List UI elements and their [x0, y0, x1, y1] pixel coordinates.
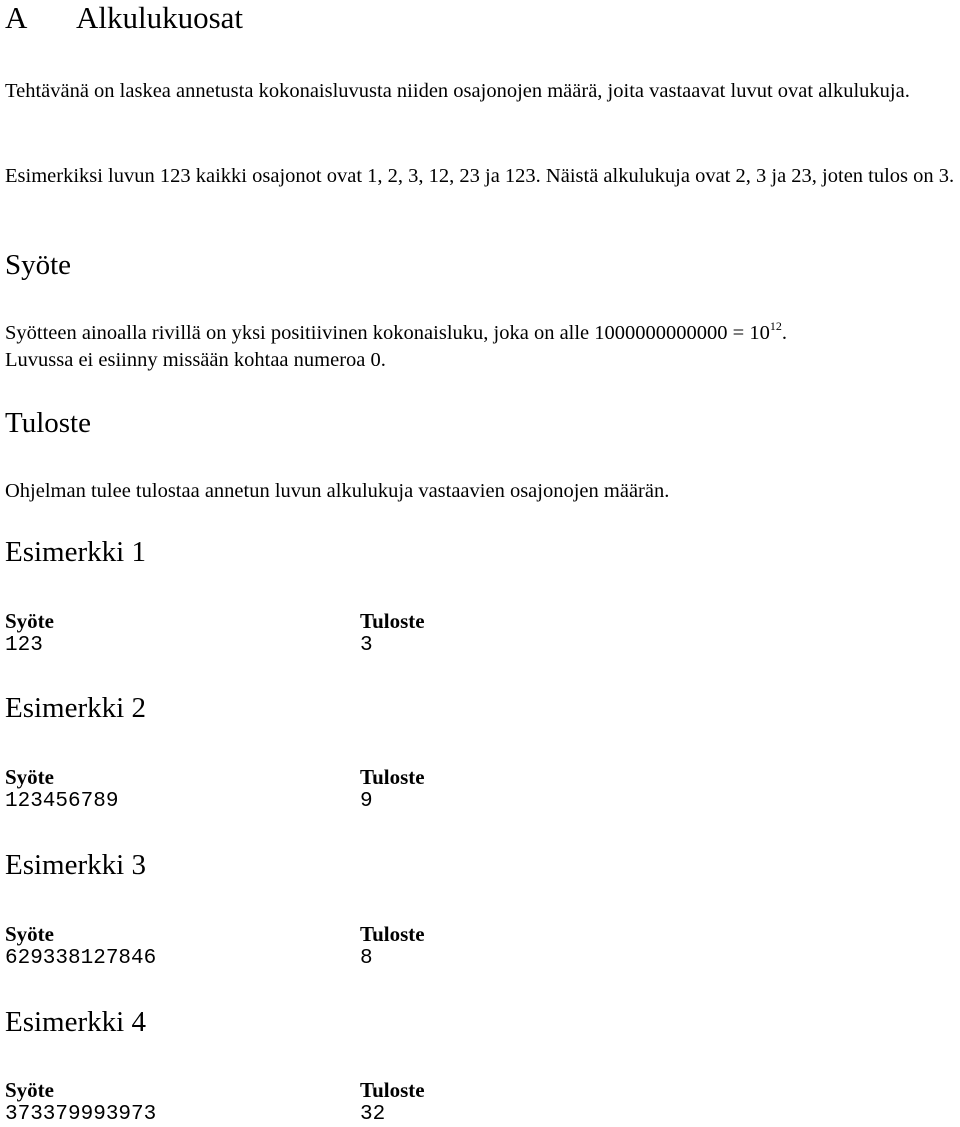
example-3-heading: Esimerkki 3: [5, 849, 146, 881]
input-line1-end: .: [781, 322, 787, 344]
example-3-output-value: 8: [360, 947, 373, 970]
input-description: [5, 320, 955, 374]
input-heading: Syöte: [5, 249, 72, 281]
output-description: Ohjelman tulee tulostaa annetun luvun alkulukuja vastaavien osajonojen määrän.: [5, 480, 670, 502]
problem-title: Alkulukuosat: [76, 0, 244, 35]
problem-letter: A: [5, 0, 28, 35]
example-2-heading: Esimerkki 2: [5, 692, 146, 724]
example-4-heading: Esimerkki 4: [5, 1006, 146, 1038]
input-line1-text: Syötteen ainoalla rivillä on yksi positiivinen kokonaisluku, joka on alle 1000000000000 = 10: [5, 322, 770, 344]
intro-paragraph-2: Esimerkiksi luvun 123 kaikki osajonot ovat 1, 2, 3, 12, 23 ja 123. Näistä alkulukuja ovat 2, 3 ja 23, joten tulos on 3.: [5, 165, 955, 187]
example-2-output-value: 9: [360, 790, 373, 813]
example-4-input-value: 373379993973: [5, 1103, 157, 1126]
example-1-heading: Esimerkki 1: [5, 536, 146, 568]
example-1-output-value: 3: [360, 634, 373, 657]
example-4-input-label: Syöte: [5, 1078, 54, 1102]
example-1-input-label: Syöte: [5, 609, 54, 633]
example-2-input-label: Syöte: [5, 765, 54, 789]
example-2-output-label: Tuloste: [360, 765, 425, 789]
page-title: [5, 0, 243, 36]
example-4-output-value: 32: [360, 1103, 386, 1126]
example-4-output-label: Tuloste: [360, 1078, 425, 1102]
intro-paragraph-1: Tehtävänä on laskea annetusta kokonaisluvusta niiden osajonojen määrä, joita vastaavat luvut ovat alkulukuja.: [5, 80, 910, 102]
example-3-output-label: Tuloste: [360, 922, 425, 946]
output-heading: Tuloste: [5, 407, 91, 439]
input-line2-text: Luvussa ei esiinny missään kohtaa numeroa 0.: [5, 349, 386, 371]
example-2-input-value: 123456789: [5, 790, 119, 813]
input-line1-exponent: 12: [769, 319, 782, 333]
example-3-input-value: 629338127846: [5, 947, 157, 970]
example-1-input-value: 123: [5, 634, 43, 657]
example-1-output-label: Tuloste: [360, 609, 425, 633]
example-3-input-label: Syöte: [5, 922, 54, 946]
